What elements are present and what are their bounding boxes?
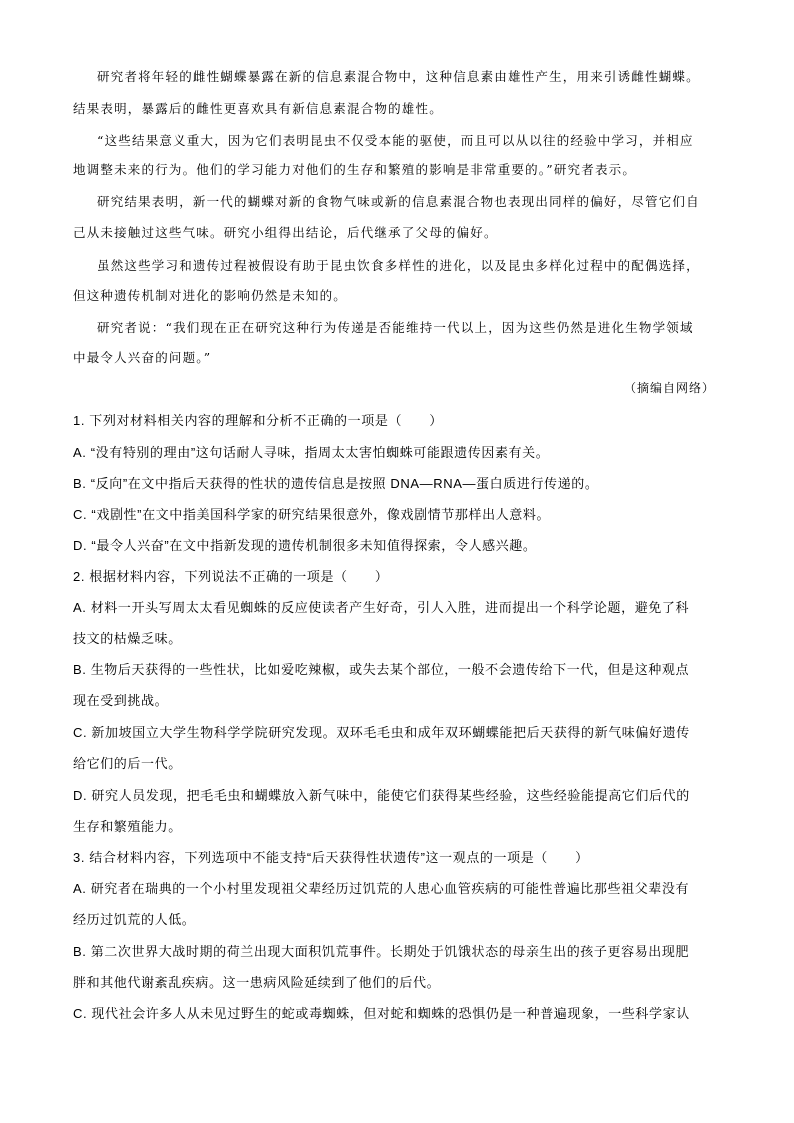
question-2-option-a-line-1: A. 材料一开头写周太太看见蜘蛛的反应使读者产生好奇，引人入胜，进而提出一个科学论题，避免了科 — [73, 600, 690, 615]
question-1-option-d: D. “最令人兴奋”在文中指新发现的遗传机制很多未知值得探索，令人感兴趣。 — [73, 538, 537, 553]
article-paragraph-3-line-1: 研究结果表明，新一代的蝴蝶对新的食物气味或新的信息素混合物也表现出同样的偏好，尽管它们自 — [97, 194, 700, 209]
question-3-option-b-line-2: 胖和其他代谢紊乱疾病。这一患病风险延续到了他们的后代。 — [73, 975, 441, 990]
question-3-option-a-line-2: 经历过饥荒的人低。 — [73, 912, 196, 927]
article-paragraph-1-line-2: 结果表明，暴露后的雌性更喜欢具有新信息素混合物的雄性。 — [73, 101, 443, 116]
article-paragraph-2-line-1: “这些结果意义重大，因为它们表明昆虫不仅受本能的驱使，而且可以从以往的经验中学习，并相应 — [97, 133, 694, 148]
article-paragraph-1-line-1: 研究者将年轻的雌性蝴蝶暴露在新的信息素混合物中，这种信息素由雄性产生，用来引诱雌性蝴蝶。 — [97, 69, 700, 84]
question-3-option-c-line-1: C. 现代社会许多人从未见过野生的蛇或毒蜘蛛，但对蛇和蜘蛛的恐惧仍是一种普遍现象，一些科学家认 — [73, 1006, 690, 1021]
question-1-stem: 1. 下列对材料相关内容的理解和分析不正确的一项是（ ） — [73, 413, 443, 428]
question-2-stem: 2. 根据材料内容，下列说法不正确的一项是（ ） — [73, 569, 389, 584]
question-1-option-c: C. “戏剧性”在文中指美国科学家的研究结果很意外，像戏剧情节那样出人意料。 — [73, 507, 551, 522]
question-3-option-b-line-1: B. 第二次世界大战时期的荷兰出现大面积饥荒事件。长期处于饥饿状态的母亲生出的孩子更容易出现肥 — [73, 944, 690, 959]
question-1-option-a: A. “没有特别的理由”这句话耐人寻味，指周太太害怕蜘蛛可能跟遗传因素有关。 — [73, 445, 550, 460]
question-3-stem: 3. 结合材料内容，下列选项中不能支持“后天获得性状遗传”这一观点的一项是（ ） — [73, 850, 589, 865]
article-paragraph-2-line-2: 地调整未来的行为。他们的学习能力对他们的生存和繁殖的影响是非常重要的。”研究者表示。 — [73, 162, 637, 177]
article-paragraph-5-line-2: 中最令人兴奋的问题。” — [73, 350, 212, 365]
question-2-option-d-line-2: 生存和繁殖能力。 — [73, 819, 182, 834]
question-2-option-a-line-2: 技文的枯燥乏味。 — [73, 631, 182, 646]
article-paragraph-3-line-2: 己从未接触过这些气味。研究小组得出结论，后代继承了父母的偏好。 — [73, 225, 498, 240]
question-2-option-b-line-1: B. 生物后天获得的一些性状，比如爱吃辣椒，或失去某个部位，一般不会遗传给下一代，但是这种观点 — [73, 662, 690, 677]
question-2-option-d-line-1: D. 研究人员发现，把毛毛虫和蝴蝶放入新气味中，能使它们获得某些经验，这些经验能提高它们后代的 — [73, 788, 690, 803]
question-2-option-c-line-2: 给它们的后一代。 — [73, 756, 182, 771]
question-3-option-a-line-1: A. 研究者在瑞典的一个小村里发现祖父辈经历过饥荒的人患心血管疾病的可能性普遍比那些祖父辈没有 — [73, 881, 690, 896]
article-paragraph-5-line-1: 研究者说：“我们现在正在研究这种行为传递是否能维持一代以上，因为这些仍然是进化生物学领域 — [97, 320, 694, 335]
question-2-option-c-line-1: C. 新加坡国立大学生物科学学院研究发现。双环毛毛虫和成年双环蝴蝶能把后天获得的新气味偏好遗传 — [73, 725, 690, 740]
question-2-option-b-line-2: 现在受到挑战。 — [73, 693, 169, 708]
article-source: （摘编自网络） — [624, 381, 716, 395]
article-paragraph-4-line-1: 虽然这些学习和遗传过程被假设有助于昆虫饮食多样性的进化，以及昆虫多样化过程中的配偶选择， — [97, 258, 700, 273]
article-paragraph-4-line-2: 但这种遗传机制对进化的影响仍然是未知的。 — [73, 288, 348, 303]
question-1-option-b: B. “反向”在文中指后天获得的性状的遗传信息是按照 DNA—RNA—蛋白质进行传递的。 — [73, 476, 599, 491]
